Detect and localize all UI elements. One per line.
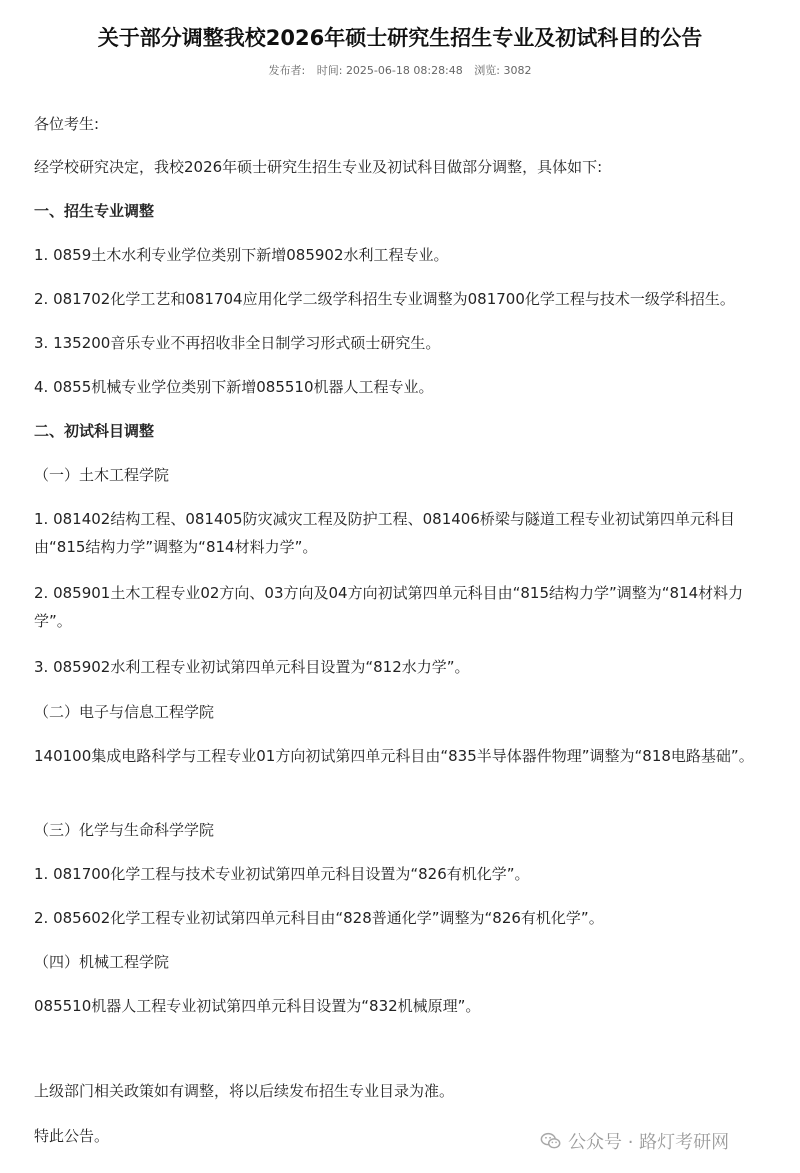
closing-paragraph: 上级部门相关政策如有调整，将以后续发布招生专业目录为准。 xyxy=(34,1082,455,1100)
section1-item: 1. 0859土木水利专业学位类别下新增085902水利工程专业。 xyxy=(34,246,449,264)
section1-item: 2. 081702化学工艺和081704应用化学二级学科招生专业调整为081700化学工程与技术一级学科招生。 xyxy=(34,290,735,308)
electronic-heading: （二）电子与信息工程学院 xyxy=(34,703,215,721)
intro-paragraph: 经学校研究决定，我校2026年硕士研究生招生专业及初试科目做部分调整，具体如下: xyxy=(34,158,603,176)
views-value: 3082 xyxy=(503,64,532,77)
section1-item: 3. 135200音乐专业不再招收非全日制学习形式硕士研究生。 xyxy=(34,334,441,352)
watermark xyxy=(540,1127,729,1155)
civil-item: 2. 085901土木工程专业02方向、03方向及04方向初试第四单元科目由“815结构力学”调整为“814材料力学”。 xyxy=(34,584,744,630)
mechanical-heading: （四）机械工程学院 xyxy=(34,953,170,971)
section1-item: 4. 0855机械专业学位类别下新增085510机器人工程专业。 xyxy=(34,378,434,396)
watermark-text: 公众号 · 路灯考研网 xyxy=(568,1132,730,1153)
views-label-text: 浏览: xyxy=(474,64,500,77)
civil-item: 1. 081402结构工程、081405防灾减灾工程及防护工程、081406桥梁与隧道工程专业初试第四单元科目由“815结构力学”调整为“814材料力学”。 xyxy=(34,510,735,556)
wechat-icon xyxy=(540,1130,562,1152)
electronic-text: 140100集成电路科学与工程专业01方向初试第四单元科目由“835半导体器件物理”调整为“818电路基础”。 xyxy=(34,747,754,765)
publisher-label: 发布者: xyxy=(268,64,306,77)
time-value: 2025-06-18 08:28:48 xyxy=(345,64,463,77)
views-label xyxy=(474,64,531,77)
section2-heading: 二、初试科目调整 xyxy=(34,422,155,440)
civil-heading: （一）土木工程学院 xyxy=(34,466,170,484)
chemistry-item: 1. 081700化学工程与技术专业初试第四单元科目设置为“826有机化学”。 xyxy=(34,865,530,883)
civil-item: 3. 085902水利工程专业初试第四单元科目设置为“812水力学”。 xyxy=(34,658,470,676)
time-label xyxy=(317,64,463,77)
mechanical-text: 085510机器人工程专业初试第四单元科目设置为“832机械原理”。 xyxy=(34,997,481,1015)
article-meta xyxy=(0,62,800,78)
page-title: 关于部分调整我校2026年硕士研究生招生专业及初试科目的公告 xyxy=(97,26,703,50)
closing-signoff: 特此公告。 xyxy=(34,1127,110,1145)
chemistry-item: 2. 085602化学工程专业初试第四单元科目由“828普通化学”调整为“826有机化学”。 xyxy=(34,909,604,927)
time-label-text: 时间: xyxy=(316,64,343,77)
chemistry-heading: （三）化学与生命科学学院 xyxy=(34,821,215,839)
greeting: 各位考生: xyxy=(34,115,100,133)
section1-heading: 一、招生专业调整 xyxy=(34,202,155,220)
